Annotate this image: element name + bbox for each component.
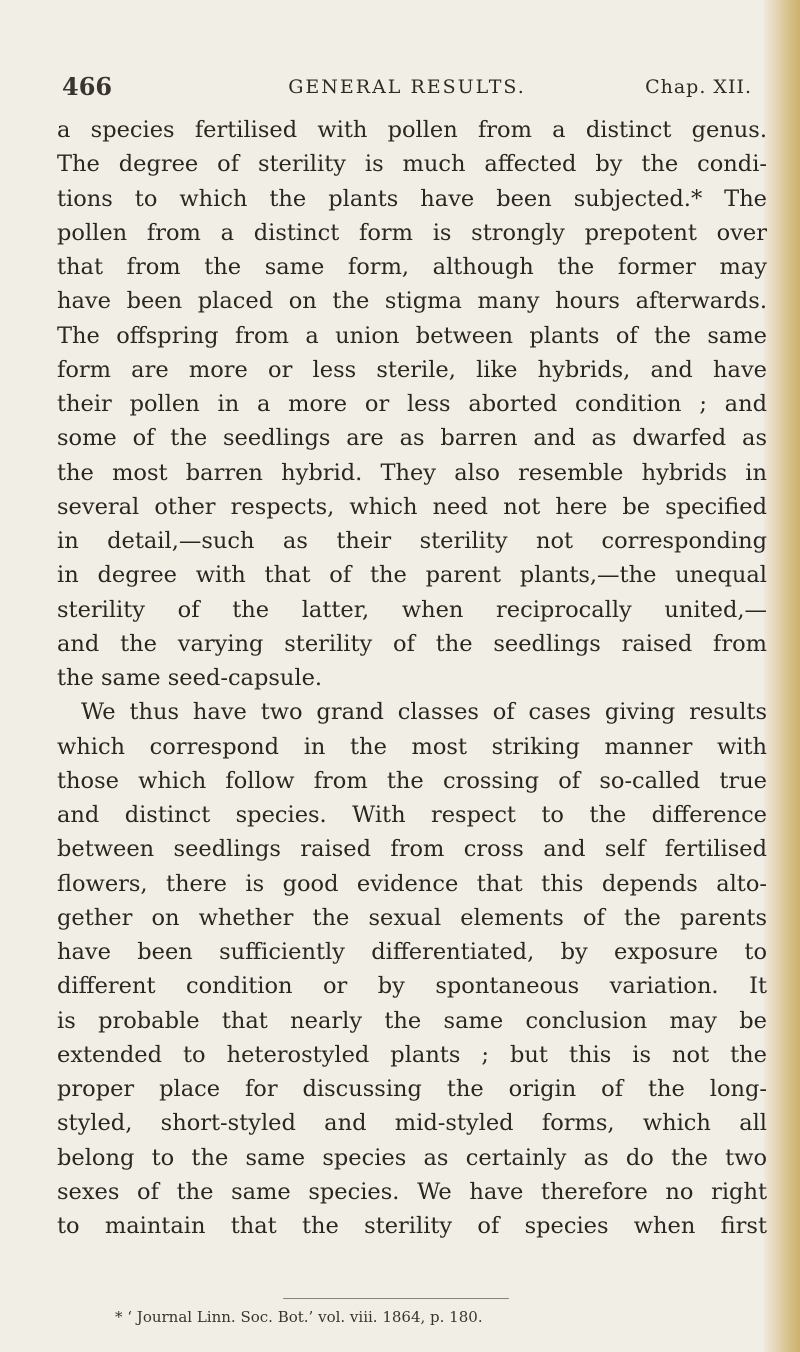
running-head: GENERAL RESULTS. <box>288 76 526 98</box>
paragraphs <box>57 113 767 1243</box>
text-line: tions to which the plants have been subjected.* The <box>57 185 767 212</box>
text-line: the most barren hybrid. They also resemble hybrids in <box>57 459 767 486</box>
text-line: between seedlings raised from cross and self fertilised <box>57 836 767 863</box>
text-line: some of the seedlings are as barren and as dwarfed as <box>57 425 767 452</box>
text-line: that from the same form, although the former may <box>57 254 767 280</box>
page-number: 466 <box>62 72 113 101</box>
text-line: extended to heterostyled plants ; but this is not the <box>57 1041 767 1068</box>
text-line: those which follow from the crossing of so-called true <box>57 767 767 794</box>
text-line: which correspond in the most striking manner with <box>57 733 767 760</box>
footnote-rule <box>283 1298 509 1299</box>
text-line: a species fertilised with pollen from a distinct genus. <box>57 117 767 143</box>
text-line: in detail,—such as their sterility not corresponding <box>57 528 767 554</box>
text-line: in degree with that of the parent plants,—the unequal <box>57 562 767 589</box>
text-line: styled, short-styled and mid-styled forms, which all <box>57 1110 767 1137</box>
body-text <box>57 113 767 1243</box>
text-line: have been sufficiently differentiated, by exposure to <box>57 939 767 965</box>
text-line: have been placed on the stigma many hours afterwards. <box>57 288 767 315</box>
paragraph <box>57 113 767 695</box>
text-line: to maintain that the sterility of species when first <box>57 1213 767 1239</box>
text-line: and the varying sterility of the seedlings raised from <box>57 630 767 657</box>
text-line: sterility of the latter, when reciprocally united,— <box>57 596 767 623</box>
text-line: form are more or less sterile, like hybrids, and have <box>57 356 767 383</box>
text-line: the same seed-capsule. <box>57 665 323 691</box>
text-line: belong to the same species as certainly as do the two <box>57 1144 767 1171</box>
text-line: flowers, there is good evidence that this depends alto- <box>57 870 767 897</box>
text-line: The degree of sterility is much affected by the condi- <box>57 151 767 178</box>
text-line: The offspring from a union between plants of the same <box>57 322 767 349</box>
page-header <box>62 72 752 112</box>
text-line: proper place for discussing the origin of the long- <box>57 1076 767 1102</box>
chapter-label: Chap. XII. <box>645 76 752 98</box>
text-line: and distinct species. With respect to the difference <box>57 802 767 828</box>
paragraph <box>57 695 767 1243</box>
text-line: different condition or by spontaneous variation. It <box>57 973 767 1000</box>
text-line: pollen from a distinct form is strongly prepotent over <box>57 219 767 246</box>
text-line: several other respects, which need not here be specified <box>57 493 767 520</box>
text-line: their pollen in a more or less aborted condition ; and <box>57 391 767 417</box>
text-line: sexes of the same species. We have therefore no right <box>57 1178 767 1205</box>
page-edge-shadow <box>764 0 800 1352</box>
text-line: is probable that nearly the same conclusion may be <box>57 1007 767 1034</box>
text-line: gether on whether the sexual elements of the parents <box>57 904 767 931</box>
footnote: * ‘ Journal Linn. Soc. Bot.’ vol. viii. 1864, p. 180. <box>115 1308 483 1326</box>
text-line: We thus have two grand classes of cases giving results <box>81 699 767 726</box>
